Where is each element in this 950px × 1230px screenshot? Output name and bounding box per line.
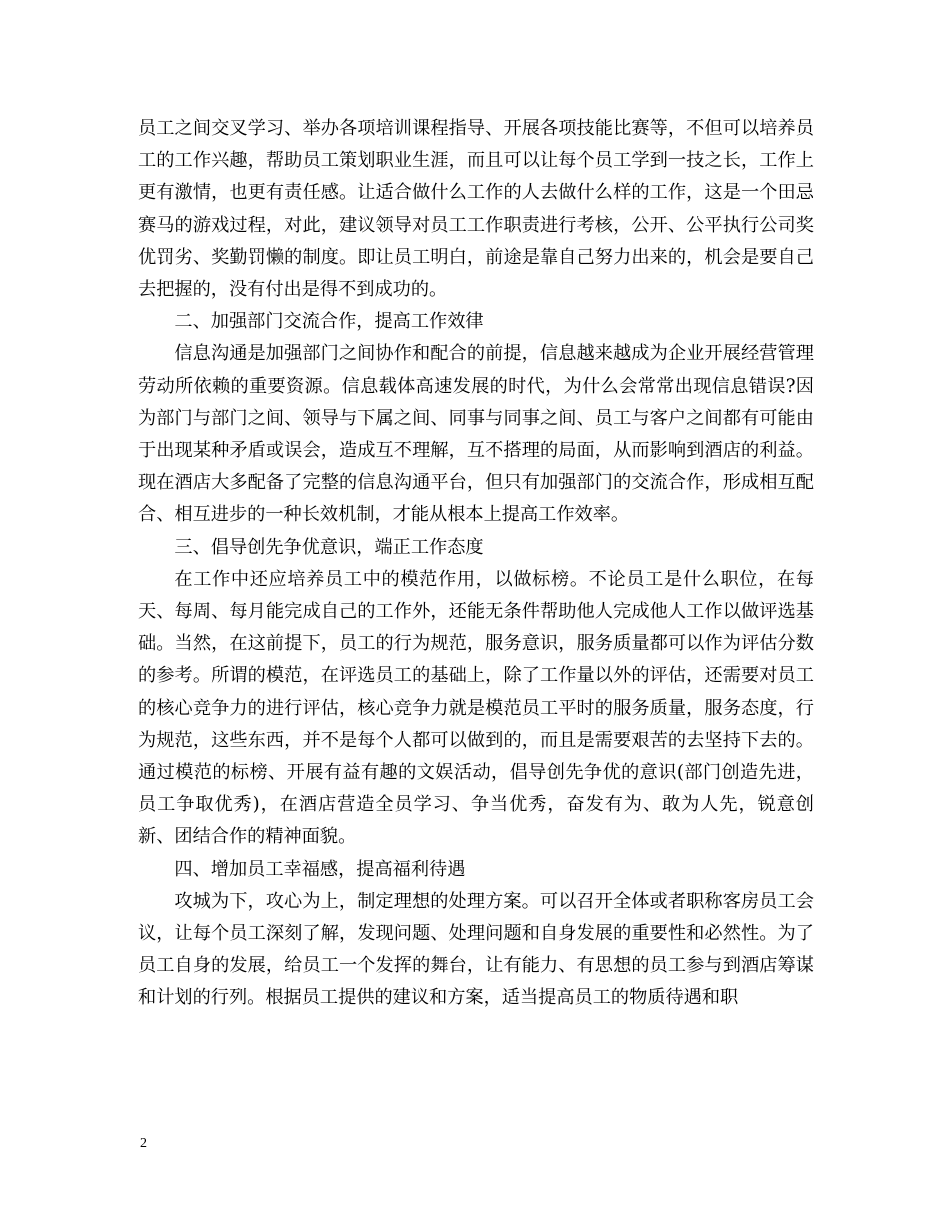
paragraph-welfare: 攻城为下，攻心为上，制定理想的处理方案。可以召开全体或者职称客房员工会议，让每个员工深刻了解，发现问题、处理问题和自身发展的重要性和必然性。为了员工自身的发展，给员工一个发挥的舞台，让有能力、有思想的员工参与到酒店筹谋和计划的行列。根据员工提供的建议和方案，适当提高员工的物质待遇和职	[138, 890, 814, 1009]
document-body	[138, 113, 814, 1015]
section-heading-2: 二、加强部门交流合作，提高工作效律	[174, 311, 484, 333]
section-heading-4: 四、增加员工幸福感，提高福利待遇	[174, 858, 466, 880]
page-number: 2	[140, 1136, 147, 1151]
paragraph-communication: 信息沟通是加强部门之间协作和配合的前提，信息越来越成为企业开展经营管理劳动所依赖的重要资源。信息载体高速发展的时代，为什么会常常出现信息错误?因为部门与部门之间、领导与下属之间、同事与同事之间、员工与客户之间都有可能由于出现某种矛盾或误会，造成互不理解，互不搭理的局面，从而影响到酒店的利益。现在酒店大多配备了完整的信息沟通平台，但只有加强部门的交流合作，形成相互配合、相互进步的一种长效机制，才能从根本上提高工作效率。	[138, 343, 814, 526]
paragraph-continuation: 员工之间交叉学习、举办各项培训课程指导、开展各项技能比赛等，不但可以培养员工的工作兴趣，帮助员工策划职业生涯，而且可以让每个员工学到一技之长，工作上更有激情，也更有责任感。让适合做什么工作的人去做什么样的工作，这是一个田忌赛马的游戏过程，对此，建议领导对员工工作职责进行考核，公开、公平执行公司奖优罚劣、奖勤罚懒的制度。即让员工明白，前途是靠自己努力出来的，机会是要自己去把握的，没有付出是得不到成功的。	[138, 118, 814, 301]
section-heading-3: 三、倡导创先争优意识，端正工作态度	[174, 536, 484, 558]
paragraph-role-model: 在工作中还应培养员工中的模范作用，以做标榜。不论员工是什么职位，在每天、每周、每月能完成自己的工作外，还能无条件帮助他人完成他人工作以做评选基础。当然，在这前提下，员工的行为规范，服务意识，服务质量都可以作为评估分数的参考。所谓的模范，在评选员工的基础上，除了工作量以外的评估，还需要对员工的核心竞争力的进行评估，核心竞争力就是模范员工平时的服务质量，服务态度，行为规范，这些东西，并不是每个人都可以做到的，而且是需要艰苦的去坚持下去的。通过模范的标榜、开展有益有趣的文娱活动，倡导创先争优的意识(部门创造先进，员工争取优秀)，在酒店营造全员学习、争当优秀，奋发有为、敢为人先，锐意创新、团结合作的精神面貌。	[138, 568, 814, 848]
